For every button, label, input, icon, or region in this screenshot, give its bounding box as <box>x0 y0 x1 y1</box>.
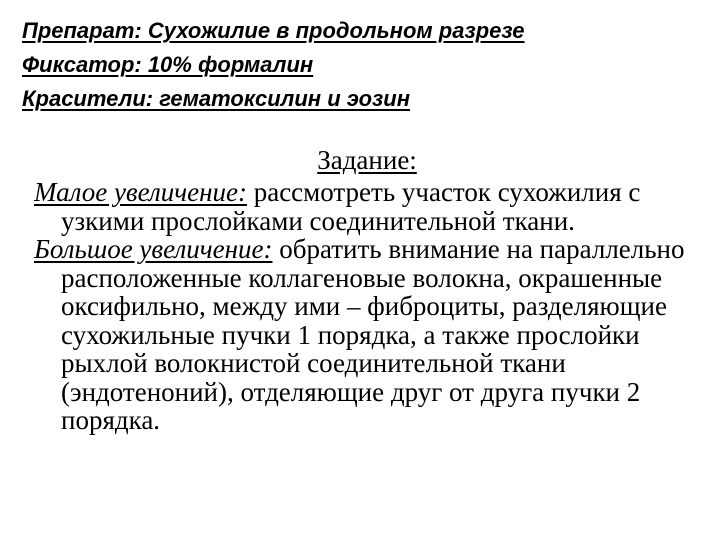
high-magnification-term: Большое увеличение: <box>34 234 273 264</box>
stains-line: Красители: гематоксилин и эозин <box>22 86 410 111</box>
high-magnification-text: обратить внимание на параллельно расположенные коллагеновые волокна, окрашенные оксифильно, между ими – фиброциты, разделяющие сухожильные пучки 1 порядка, а также прослойки рыхлой волокнистой соединительной ткани (эндотеноний), отделяющие друг от друга пучки 2 порядка. <box>61 234 685 435</box>
fixative-line: Фиксатор: 10% формалин <box>22 52 314 77</box>
task-body <box>34 178 704 435</box>
low-magnification-term: Малое увеличение: <box>34 177 247 207</box>
specimen-line: Препарат: Сухожилие в продольном разрезе <box>22 18 525 43</box>
specimen-header <box>22 14 525 116</box>
high-magnification-item <box>34 235 704 435</box>
low-magnification-text: рассмотреть участок сухожилия с узкими прослойками соединительной ткани. <box>61 177 641 236</box>
low-magnification-item <box>34 178 704 235</box>
task-title: Задание: <box>317 145 417 175</box>
